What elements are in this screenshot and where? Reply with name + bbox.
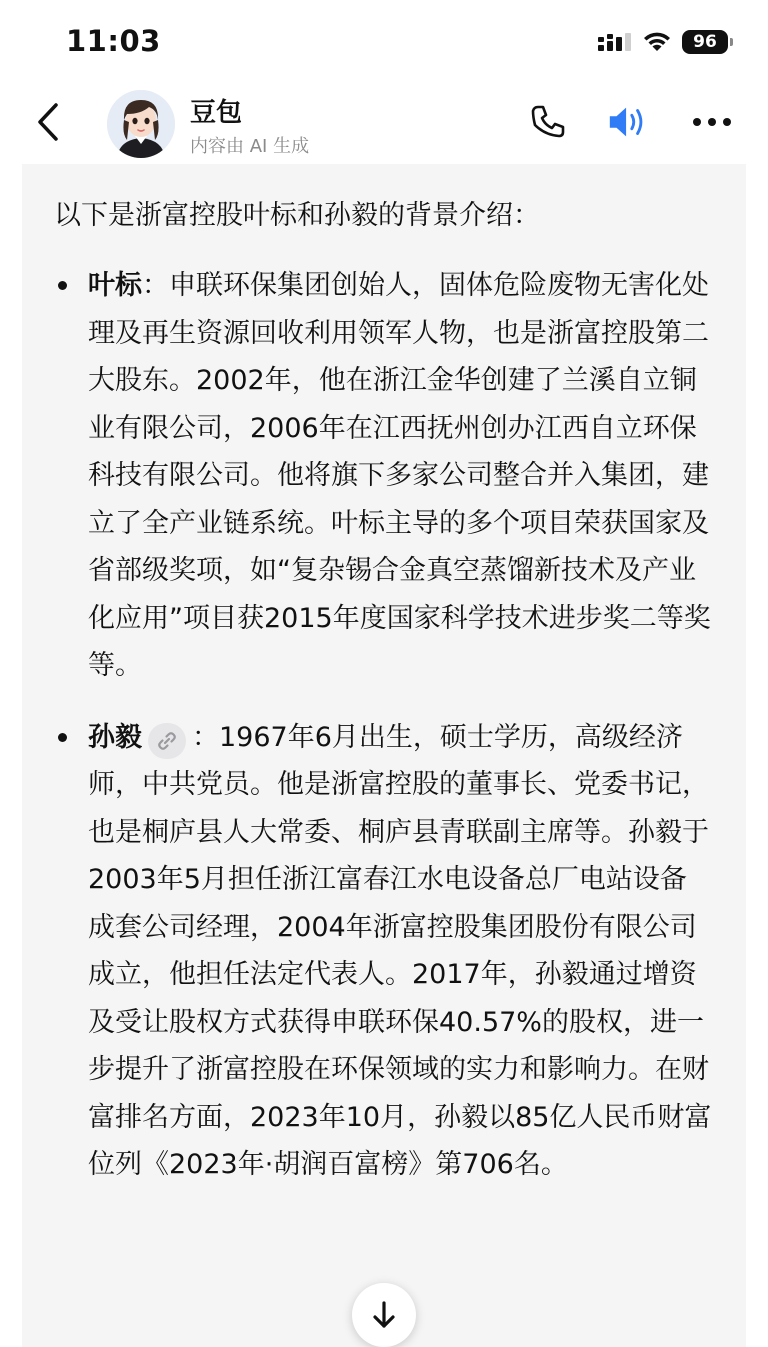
reference-link-button[interactable] [148, 723, 186, 759]
phone-icon [529, 103, 567, 141]
wifi-icon [642, 31, 672, 53]
voice-playback-button[interactable] [606, 100, 650, 144]
chat-title: 豆包 [190, 98, 243, 128]
avatar-portrait-icon [107, 90, 175, 158]
more-options-button[interactable] [690, 100, 734, 144]
status-icons [598, 28, 728, 56]
person-name: 孙毅 [88, 721, 142, 753]
more-dots-icon [692, 117, 732, 127]
person-description: ：申联环保集团创始人，固体危险废物无害化处理及再生资源回收利用领军人物，也是浙富控股第二大股东。2002年，他在浙江金华创建了兰溪自立铜业有限公司，2006年在江西抚州创办江西自立环保科技有限公司。他将旗下多家公司整合并入集团，建立了全产业链系统。叶标主导的多个项目荣获国家及省部级奖项，如“复杂锡合金真空蒸馏新技术及产业化应用”项目获2015年度国家科学技术进步奖二等奖等。 [88, 270, 711, 681]
message-intro: 以下是浙富控股叶标和孙毅的背景介绍： [54, 200, 540, 231]
status-bar [0, 0, 768, 80]
speaker-icon [606, 102, 650, 142]
bullet-list [54, 262, 712, 1189]
chevron-left-icon [36, 102, 60, 142]
back-button[interactable] [28, 98, 68, 146]
ai-message-bubble [22, 164, 746, 1347]
call-button[interactable] [526, 100, 570, 144]
battery-indicator: 96 [682, 30, 728, 54]
scroll-to-bottom-button[interactable] [352, 1283, 416, 1347]
chat-header [0, 82, 768, 162]
person-name: 叶标 [88, 270, 142, 301]
link-icon [156, 730, 178, 752]
avatar[interactable] [107, 90, 175, 158]
ai-generated-note: 内容由 AI 生成 [190, 136, 310, 157]
cellular-signal-icon [598, 31, 632, 53]
status-time: 11:03 [66, 24, 161, 58]
person-description: ：1967年6月出生，硕士学历，高级经济师，中共党员。他是浙富控股的董事长、党委书记，也是桐庐县人大常委、桐庐县青联副主席等。孙毅于2003年5月担任浙江富春江水电设备总厂电站设备成套公司经理，2004年浙富控股集团股份有限公司成立，他担任法定代表人。2017年，孙毅通过增资及受让股权方式获得申联环保40.57%的股权，进一步提升了浙富控股在环保领域的实力和影响力。在财富排名方面，2023年10月，孙毅以85亿人民币财富位列《2023年·胡润百富榜》第706名。 [88, 721, 712, 1180]
list-item [54, 262, 712, 690]
list-item [54, 714, 712, 1189]
arrow-down-icon [371, 1300, 397, 1330]
